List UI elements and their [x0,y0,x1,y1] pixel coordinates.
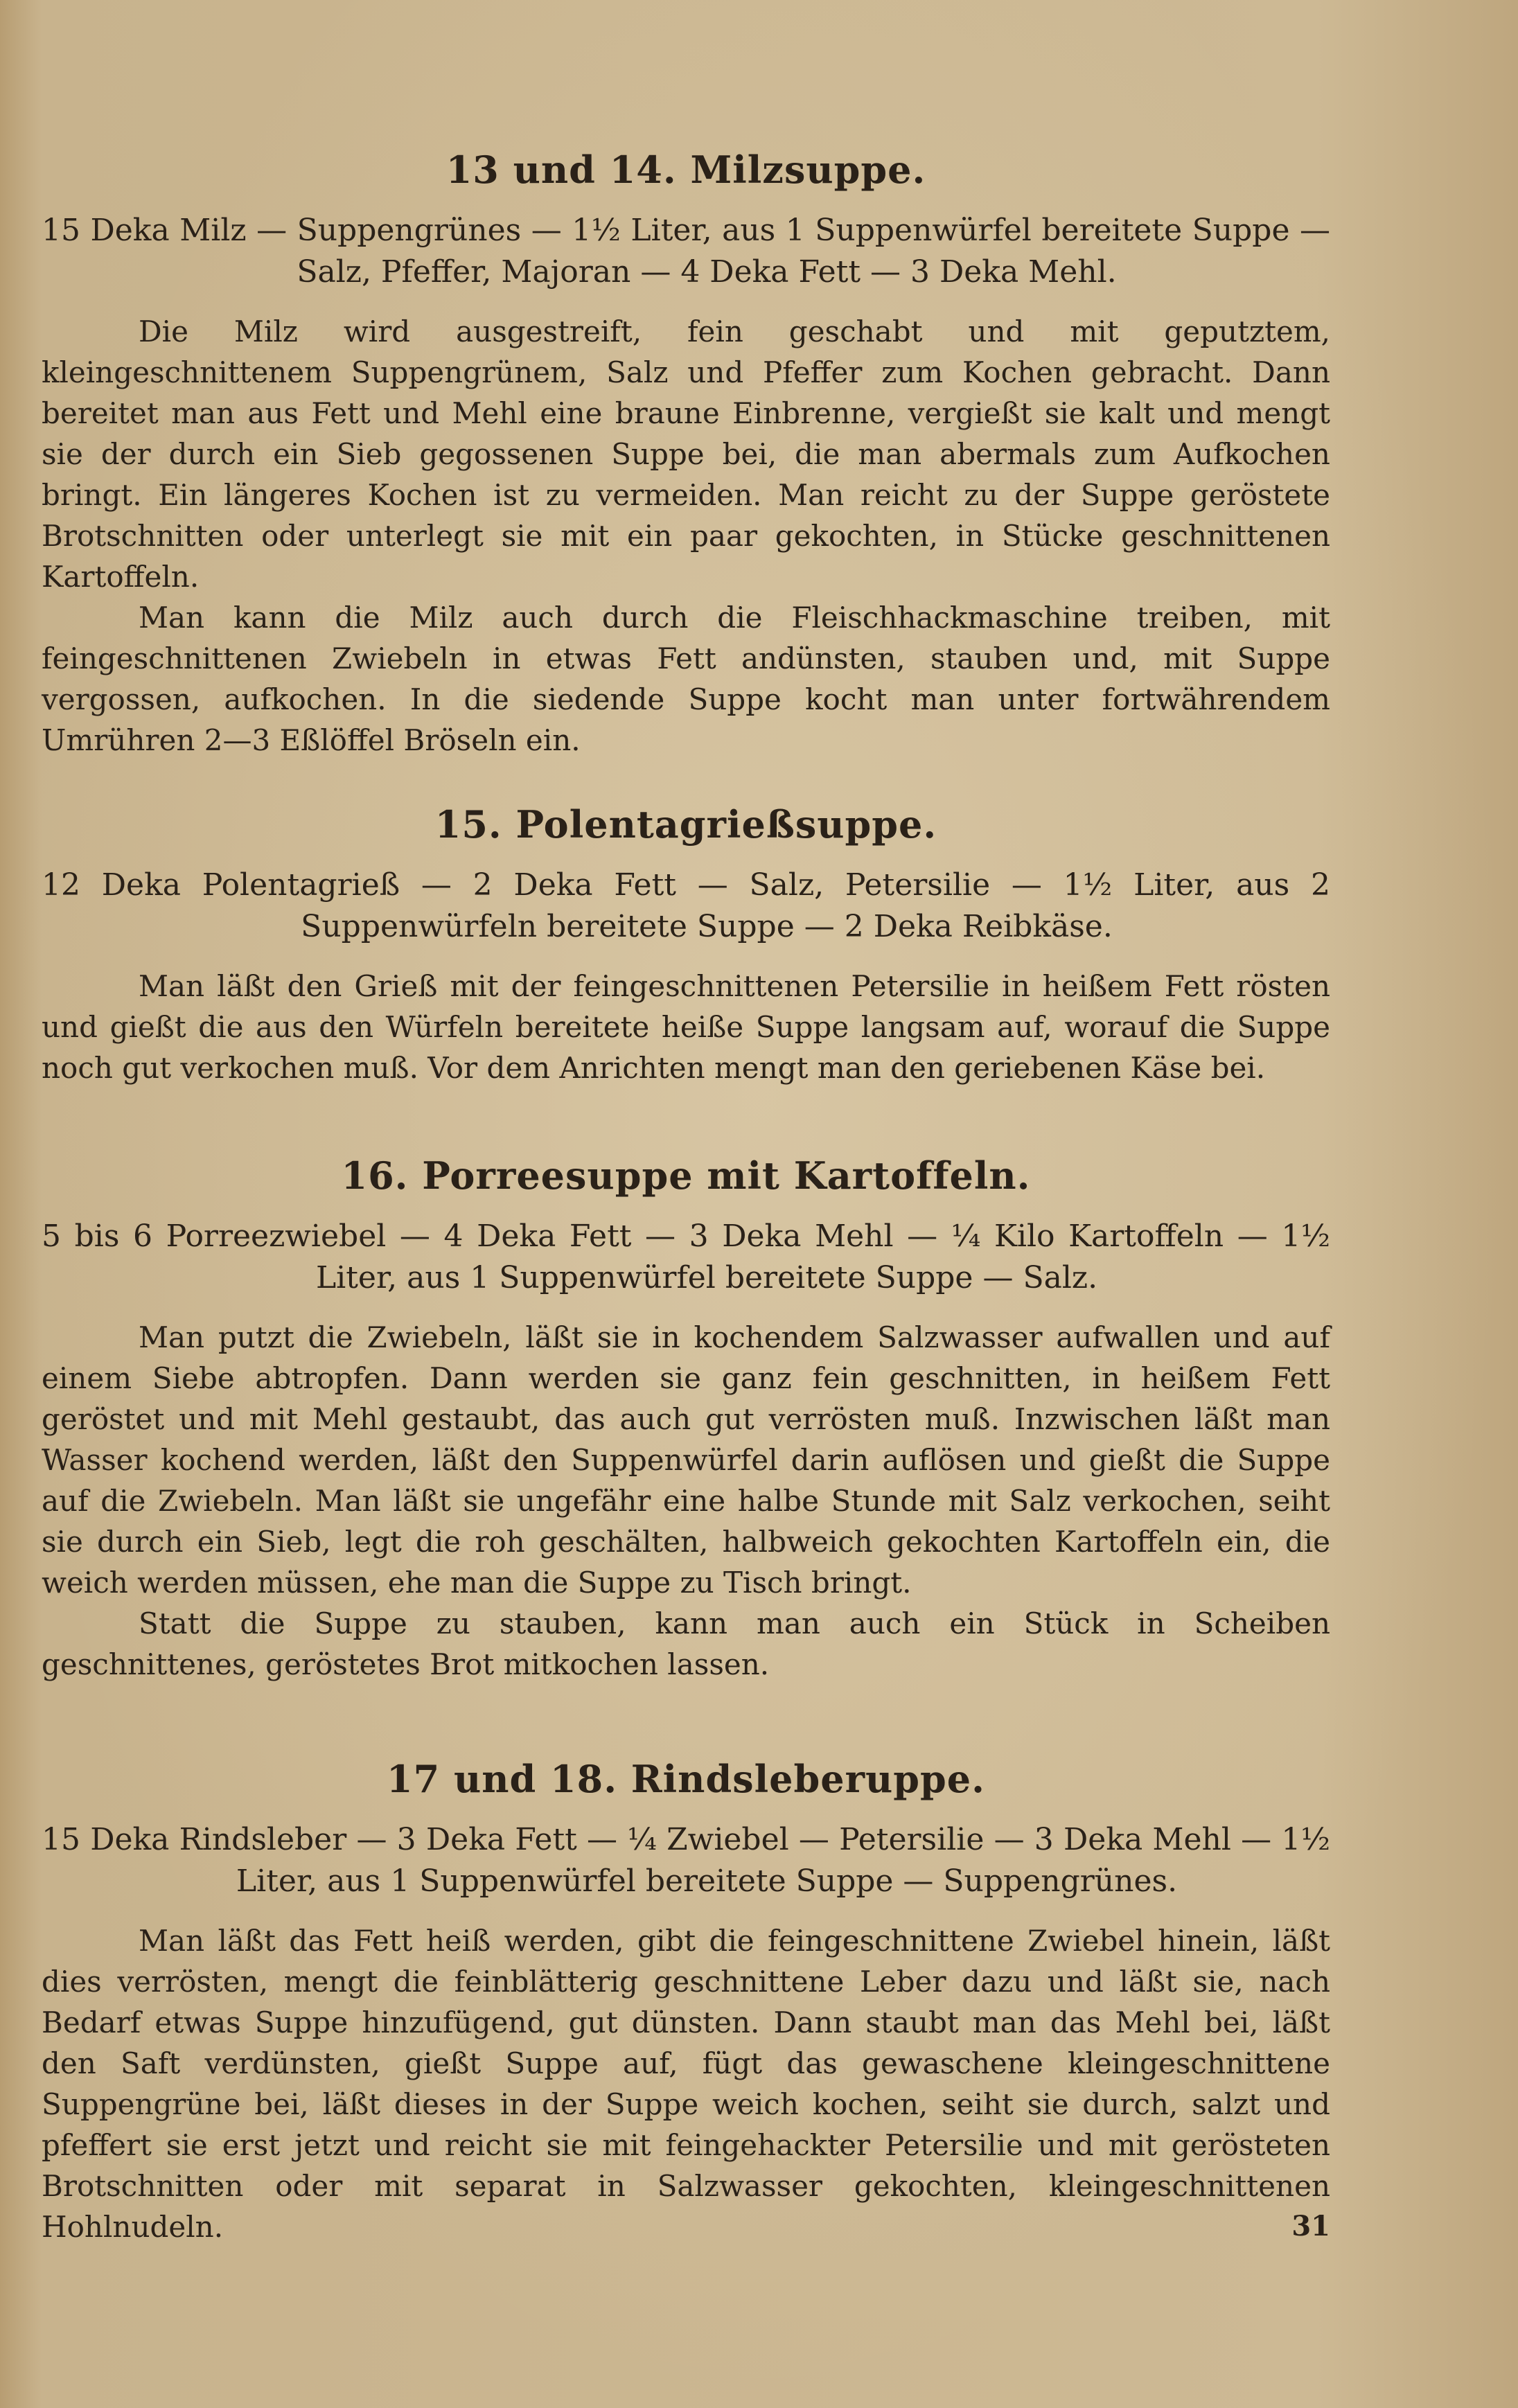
recipe-title: 17 und 18. Rindsleberuppe. [387,1757,985,1801]
instruction-paragraph: Man läßt den Grieß mit der feingeschnittenen Petersilie in heißem Fett rösten und gießt die aus den Würfeln bereitete heiße Suppe langsam auf, worauf die Suppe noch gut verkochen muß. Vor dem Anrichten mengt man den geriebenen Käse bei. [42,969,1330,1085]
recipe-title: 15. Polentagrießsuppe. [434,802,937,847]
recipe-title: 13 und 14. Milzsuppe. [445,148,926,192]
ingredient-list: 15 Deka Rindsleber — 3 Deka Fett — ¼ Zwiebel — Petersilie — 3 Deka Mehl — 1½ Liter, aus 1 Suppenwürfel bereitete Suppe — Suppengrünes. [42,1822,1330,1899]
instruction-paragraph: Man kann die Milz auch durch die Fleischhackmaschine treiben, mit feingeschnittenen Zwiebeln in etwas Fett andünsten, stauben und, mit Suppe vergossen, aufkochen. In die siedende Suppe kocht man unter fortwährendem Umrühren 2—3 Eßlöffel Bröseln ein. [42,601,1330,757]
instruction-paragraph: Statt die Suppe zu stauben, kann man auch ein Stück in Scheiben geschnittenes, geröstetes Brot mitkochen lassen. [42,1606,1330,1681]
recipe-title: 16. Porreesuppe mit Kartoffeln. [341,1153,1031,1198]
page-number: 31 [1291,2210,1330,2242]
ingredient-list: 15 Deka Milz — Suppengrünes — 1½ Liter, aus 1 Suppenwürfel bereitete Suppe — Salz, Pfeffer, Majoran — 4 Deka Fett — 3 Deka Mehl. [42,213,1330,290]
instruction-paragraph: Man läßt das Fett heiß werden, gibt die feingeschnittene Zwiebel hinein, läßt dies verrösten, mengt die feinblätterig geschnittene Leber dazu und läßt sie, nach Bedarf etwas Suppe hinzufügend, gut dünsten. Dann staubt man das Mehl bei, läßt den Saft verdünsten, gießt Suppe auf, fügt das gewaschene kleingeschnittene Suppengrüne bei, läßt dieses in der Suppe weich kochen, seiht sie durch, salzt und pfeffert sie erst jetzt und reicht sie mit feingehackter Petersilie und mit gerösteten Brotschnitten oder mit separat in Salzwasser gekochten, kleingeschnittenen Hohlnudeln. [42,1924,1330,2244]
recipe-rindsleberuppe [42,1751,1330,2247]
recipe-polentagriesssuppe [42,797,1330,1088]
ingredient-list: 12 Deka Polentagrieß — 2 Deka Fett — Salz, Petersilie — 1½ Liter, aus 2 Suppenwürfeln bereitete Suppe — 2 Deka Reibkäse. [42,867,1330,944]
instruction-paragraph: Die Milz wird ausgestreift, fein geschabt und mit geputztem, kleingeschnittenem Suppengrünem, Salz und Pfeffer zum Kochen gebracht. Dann bereitet man aus Fett und Mehl eine braune Einbrenne, vergießt sie kalt und mengt sie der durch ein Sieb gegossenen Suppe bei, die man abermals zum Aufkochen bringt. Ein längeres Kochen ist zu vermeiden. Man reicht zu der Suppe geröstete Brotschnitten oder unterlegt sie mit ein paar gekochten, in Stücke geschnittenen Kartoffeln. [42,315,1330,594]
recipe-milzsuppe [42,142,1330,761]
page-content [42,142,1330,2247]
recipe-porreesuppe [42,1148,1330,1685]
ingredient-list: 5 bis 6 Porreezwiebel — 4 Deka Fett — 3 Deka Mehl — ¼ Kilo Kartoffeln — 1½ Liter, aus 1 Suppenwürfel bereitete Suppe — Salz. [42,1219,1330,1295]
section-spacer [42,1088,1330,1148]
section-spacer [42,1685,1330,1751]
section-spacer [42,761,1330,797]
instruction-paragraph: Man putzt die Zwiebeln, läßt sie in kochendem Salzwasser aufwallen und auf einem Siebe abtropfen. Dann werden sie ganz fein geschnitten, in heißem Fett geröstet und mit Mehl gestaubt, das auch gut verrösten muß. Inzwischen läßt man Wasser kochend werden, läßt den Suppenwürfel darin auflösen und gießt die Suppe auf die Zwiebeln. Man läßt sie ungefähr eine halbe Stunde mit Salz verkochen, seiht sie durch ein Sieb, legt die roh geschälten, halbweich gekochten Kartoffeln ein, die weich werden müssen, ehe man die Suppe zu Tisch bringt. [42,1320,1330,1600]
